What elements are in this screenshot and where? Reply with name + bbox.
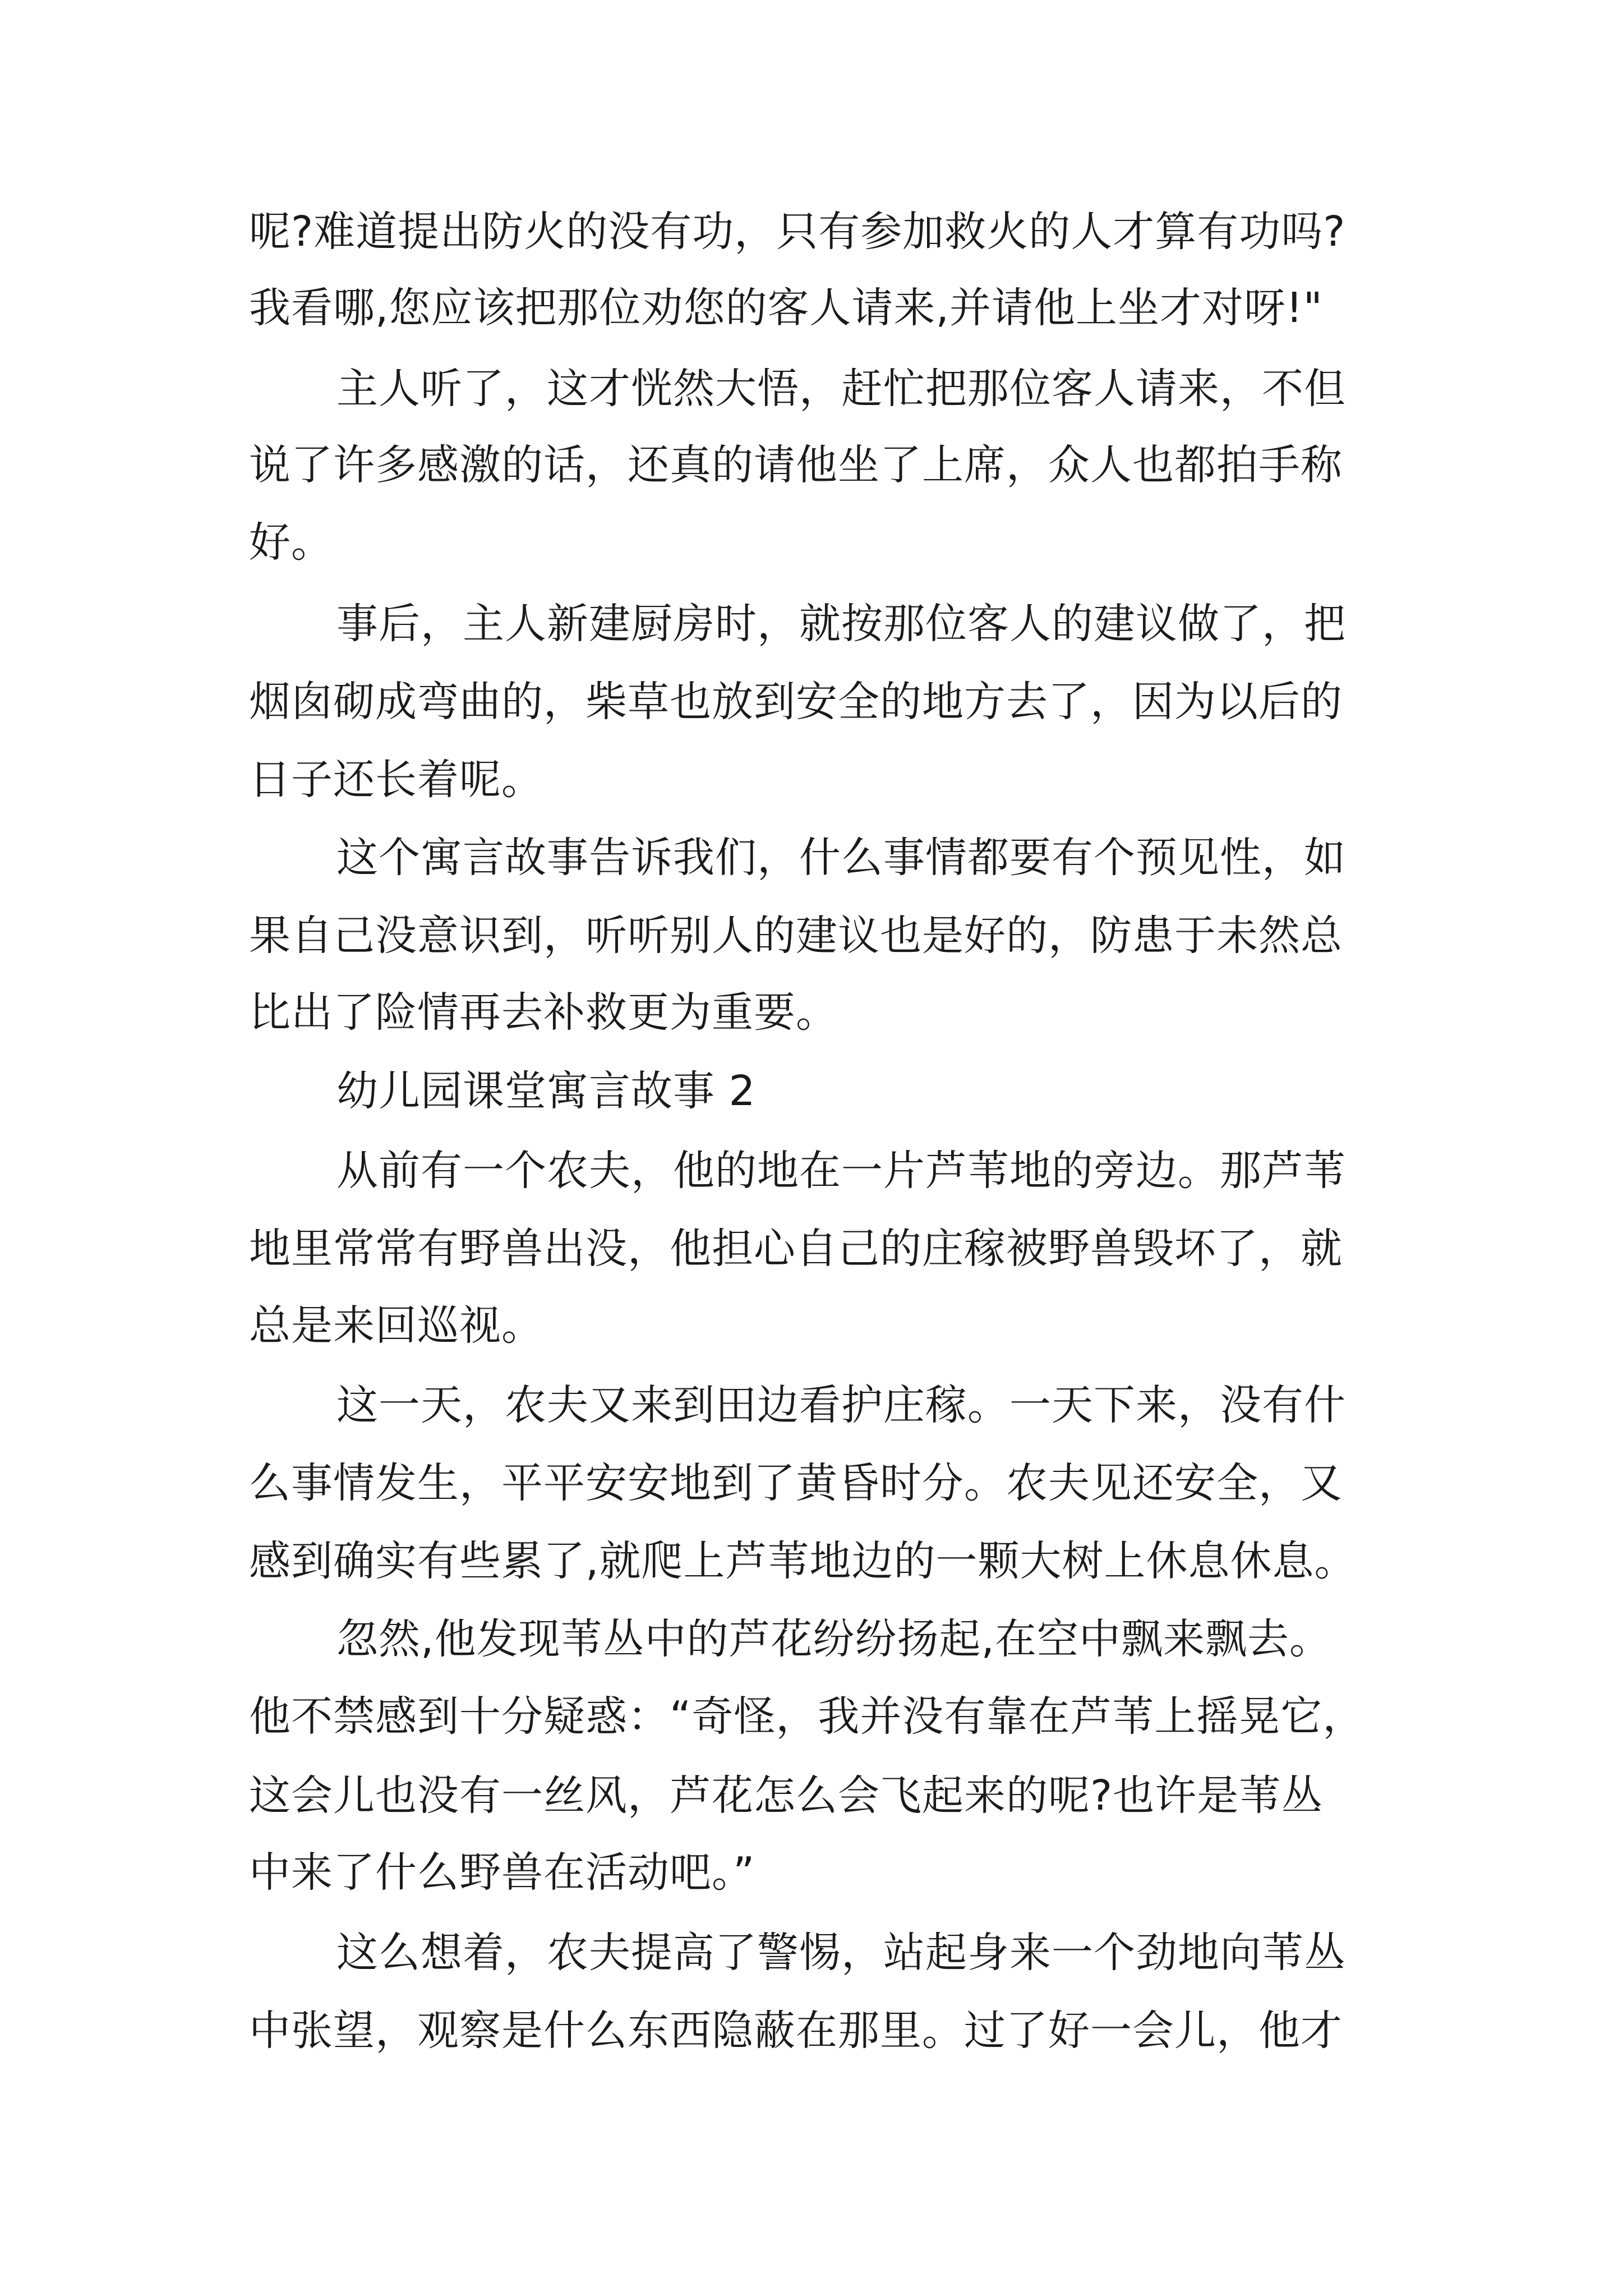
text-line: 他不禁感到十分疑惑：“奇怪，我并没有靠在芦苇上摇晃它， — [249, 1692, 1365, 1741]
text-line: 中来了什么野兽在活动吧。” — [249, 1848, 755, 1897]
text-line: 好。 — [249, 518, 333, 567]
text-line: 地里常常有野兽出没，他担心自己的庄稼被野兽毁坏了，就 — [249, 1225, 1343, 1273]
text-line: 主人听了，这才恍然大悟，赶忙把那位客人请来，不但 — [336, 365, 1346, 413]
text-line: 这么想着，农夫提高了警惕，站起身来一个劲地向苇丛 — [336, 1929, 1346, 1977]
text-line: 中张望，观察是什么东西隐蔽在那里。过了好一会儿，他才 — [249, 2007, 1343, 2055]
text-line: 感到确实有些累了,就爬上芦苇地边的一颗大树上休息休息。 — [249, 1537, 1357, 1585]
text-line: 忽然,他发现苇丛中的芦花纷纷扬起,在空中飘来飘去。 — [336, 1615, 1332, 1663]
text-line: 这一天，农夫又来到田边看护庄稼。一天下来，没有什 — [336, 1381, 1346, 1429]
text-line: 日子还长着呢。 — [249, 756, 543, 804]
section-heading: 幼儿园课堂寓言故事 2 — [336, 1067, 756, 1115]
text-line: 说了许多感激的话，还真的请他坐了上席，众人也都拍手称 — [249, 441, 1343, 489]
text-line: 这会儿也没有一丝风，芦花怎么会飞起来的呢?也许是苇丛 — [249, 1772, 1324, 1820]
text-line: 从前有一个农夫，他的地在一片芦苇地的旁边。那芦苇 — [336, 1147, 1346, 1195]
text-line: 烟囱砌成弯曲的，柴草也放到安全的地方去了，因为以后的 — [249, 678, 1343, 726]
text-line: 呢?难道提出防火的没有功，只有参加救火的人才算有功吗? — [249, 208, 1346, 256]
text-line: 果自己没意识到，听听别人的建议也是好的，防患于未然总 — [249, 912, 1343, 960]
text-line: 比出了险情再去补救更为重要。 — [249, 988, 838, 1037]
text-line: 我看哪,您应该把那位劝您的客人请来,并请他上坐才对呀!" — [249, 284, 1323, 332]
text-line: 总是来回巡视。 — [249, 1301, 543, 1350]
text-line: 事后，主人新建厨房时，就按那位客人的建议做了，把 — [336, 600, 1346, 648]
text-line: 这个寓言故事告诉我们，什么事情都要有个预见性，如 — [336, 834, 1346, 882]
text-line: 么事情发生，平平安安地到了黄昏时分。农夫见还安全，又 — [249, 1459, 1343, 1507]
